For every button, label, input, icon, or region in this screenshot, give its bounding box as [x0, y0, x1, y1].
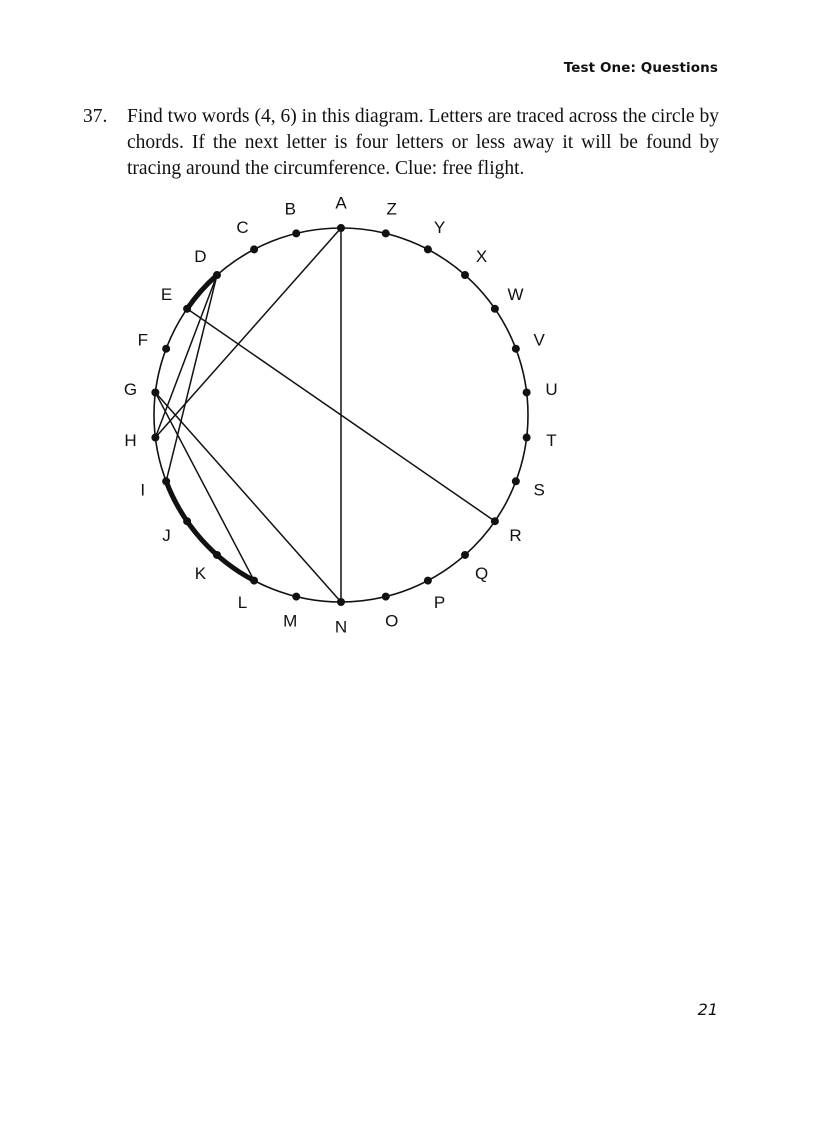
dot-h — [151, 434, 159, 442]
letter-label-p: P — [433, 593, 446, 613]
question-text: Find two words (4, 6) in this diagram. Letters are traced across the circle by chords. If the next letter is four letters or less away it will be found by tracing around the circumference. Clue: free flight. — [127, 106, 719, 179]
letter-label-d: D — [194, 246, 207, 266]
dot-o — [382, 593, 390, 601]
dot-q — [461, 551, 469, 559]
dot-b — [292, 229, 300, 237]
letter-label-h: H — [124, 431, 137, 451]
dot-d — [213, 271, 221, 279]
letter-label-m: M — [283, 611, 298, 631]
letter-label-i: I — [140, 480, 146, 500]
letter-label-u: U — [545, 379, 558, 399]
dot-j — [183, 517, 191, 525]
dot-n — [337, 598, 345, 606]
letter-label-q: Q — [474, 564, 489, 584]
letter-label-z: Z — [386, 199, 397, 219]
question-number: 37. — [83, 106, 108, 127]
dot-s — [512, 477, 520, 485]
letter-label-a: A — [335, 193, 347, 213]
dot-w — [491, 305, 499, 313]
letter-label-c: C — [236, 217, 249, 237]
dot-k — [213, 551, 221, 559]
dot-r — [491, 517, 499, 525]
letter-label-x: X — [475, 246, 488, 266]
letter-label-b: B — [284, 199, 296, 219]
letter-label-y: Y — [433, 217, 446, 237]
letter-label-t: T — [546, 431, 557, 451]
letter-label-k: K — [194, 564, 207, 584]
letter-label-f: F — [137, 330, 148, 350]
dot-g — [151, 388, 159, 396]
letter-label-v: V — [533, 330, 545, 350]
running-header: Test One: Questions — [563, 60, 718, 76]
letter-label-l: L — [237, 593, 248, 613]
dot-m — [292, 593, 300, 601]
dot-t — [523, 434, 531, 442]
letter-label-g: G — [123, 379, 138, 399]
chord-a-h — [155, 228, 341, 438]
dot-p — [424, 577, 432, 585]
dot-u — [523, 388, 531, 396]
dot-f — [162, 345, 170, 353]
dot-c — [250, 245, 258, 253]
letter-label-s: S — [533, 480, 545, 500]
dot-l — [250, 577, 258, 585]
letter-label-r: R — [509, 525, 522, 545]
dot-y — [424, 245, 432, 253]
dot-i — [162, 477, 170, 485]
letter-label-w: W — [507, 285, 524, 305]
dot-z — [382, 229, 390, 237]
dot-v — [512, 345, 520, 353]
dot-a — [337, 224, 345, 232]
letter-label-n: N — [334, 617, 348, 637]
letter-label-e: E — [160, 285, 173, 305]
letter-label-j: J — [162, 525, 171, 545]
letter-label-o: O — [385, 611, 399, 631]
page-number: 21 — [697, 1000, 718, 1019]
dot-e — [183, 305, 191, 313]
dot-x — [461, 271, 469, 279]
